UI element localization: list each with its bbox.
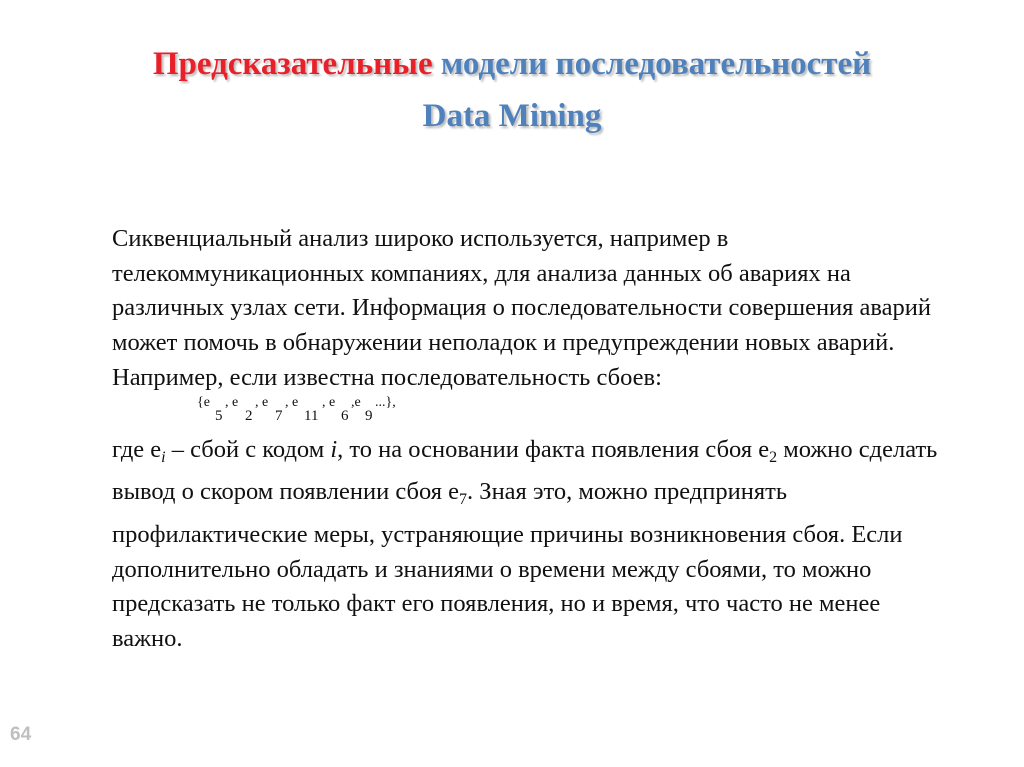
formula-sep-2: , e <box>255 394 269 410</box>
p2-rest-2: можно сделать вывод о скором появлении сбоя e <box>112 435 938 506</box>
p2-sub-7: 7 <box>459 491 468 509</box>
formula-sub-3: 7 <box>275 407 283 424</box>
formula-sep-4: , e <box>322 394 336 410</box>
p2-rest-3: . Зная это, можно предпринять профилактические меры, устраняющие причины возникновения сбоя. Если дополнительно обладать и знаниями о времени между сбоями, то можно предсказать не только факт его появления, но и время, что часто не менее важно. <box>112 478 903 653</box>
formula-sub-4: 11 <box>304 407 319 424</box>
formula-sub-5: 6 <box>341 407 349 424</box>
slide-title <box>0 38 1024 142</box>
title-red-word: Предсказательные <box>152 46 433 82</box>
p2-sub-2: 2 <box>769 448 778 466</box>
formula-sub-6: 9 <box>365 407 373 424</box>
title-line-1 <box>0 38 1024 90</box>
failure-sequence-formula <box>197 396 942 433</box>
formula-close: ...}, <box>375 394 396 410</box>
p2-i-italic: i <box>330 435 338 463</box>
formula-open: {e <box>197 394 210 410</box>
p2-rest-1: , то на основании факта появления сбоя e <box>337 435 770 463</box>
formula-sub-2: 2 <box>245 407 253 424</box>
p2-where: где e <box>112 435 162 463</box>
formula-sub-1: 5 <box>215 407 223 424</box>
p2-i-subscript: i <box>161 448 166 466</box>
formula-sep-3: , e <box>285 394 299 410</box>
page-number: 64 <box>10 724 32 745</box>
formula-sep-1: , e <box>225 394 239 410</box>
paragraph-intro: Сиквенциальный анализ широко используется, например в телекоммуникационных компаниях, для анализа данных об авариях на различных узлах сети. Информация о последовательности совершения аварий может помочь в обнаружении неполадок и предупреждении новых аварий. Например, если известна последовательность сбоев: <box>112 225 932 391</box>
p2-dash: – сбой с кодом <box>165 435 331 463</box>
slide-body <box>112 222 942 657</box>
formula-sep-5: ,e <box>351 394 361 410</box>
paragraph-explanation <box>112 433 942 657</box>
title-line-2: Data Mining <box>422 98 602 134</box>
title-blue-words: модели последовательностей <box>440 46 872 82</box>
